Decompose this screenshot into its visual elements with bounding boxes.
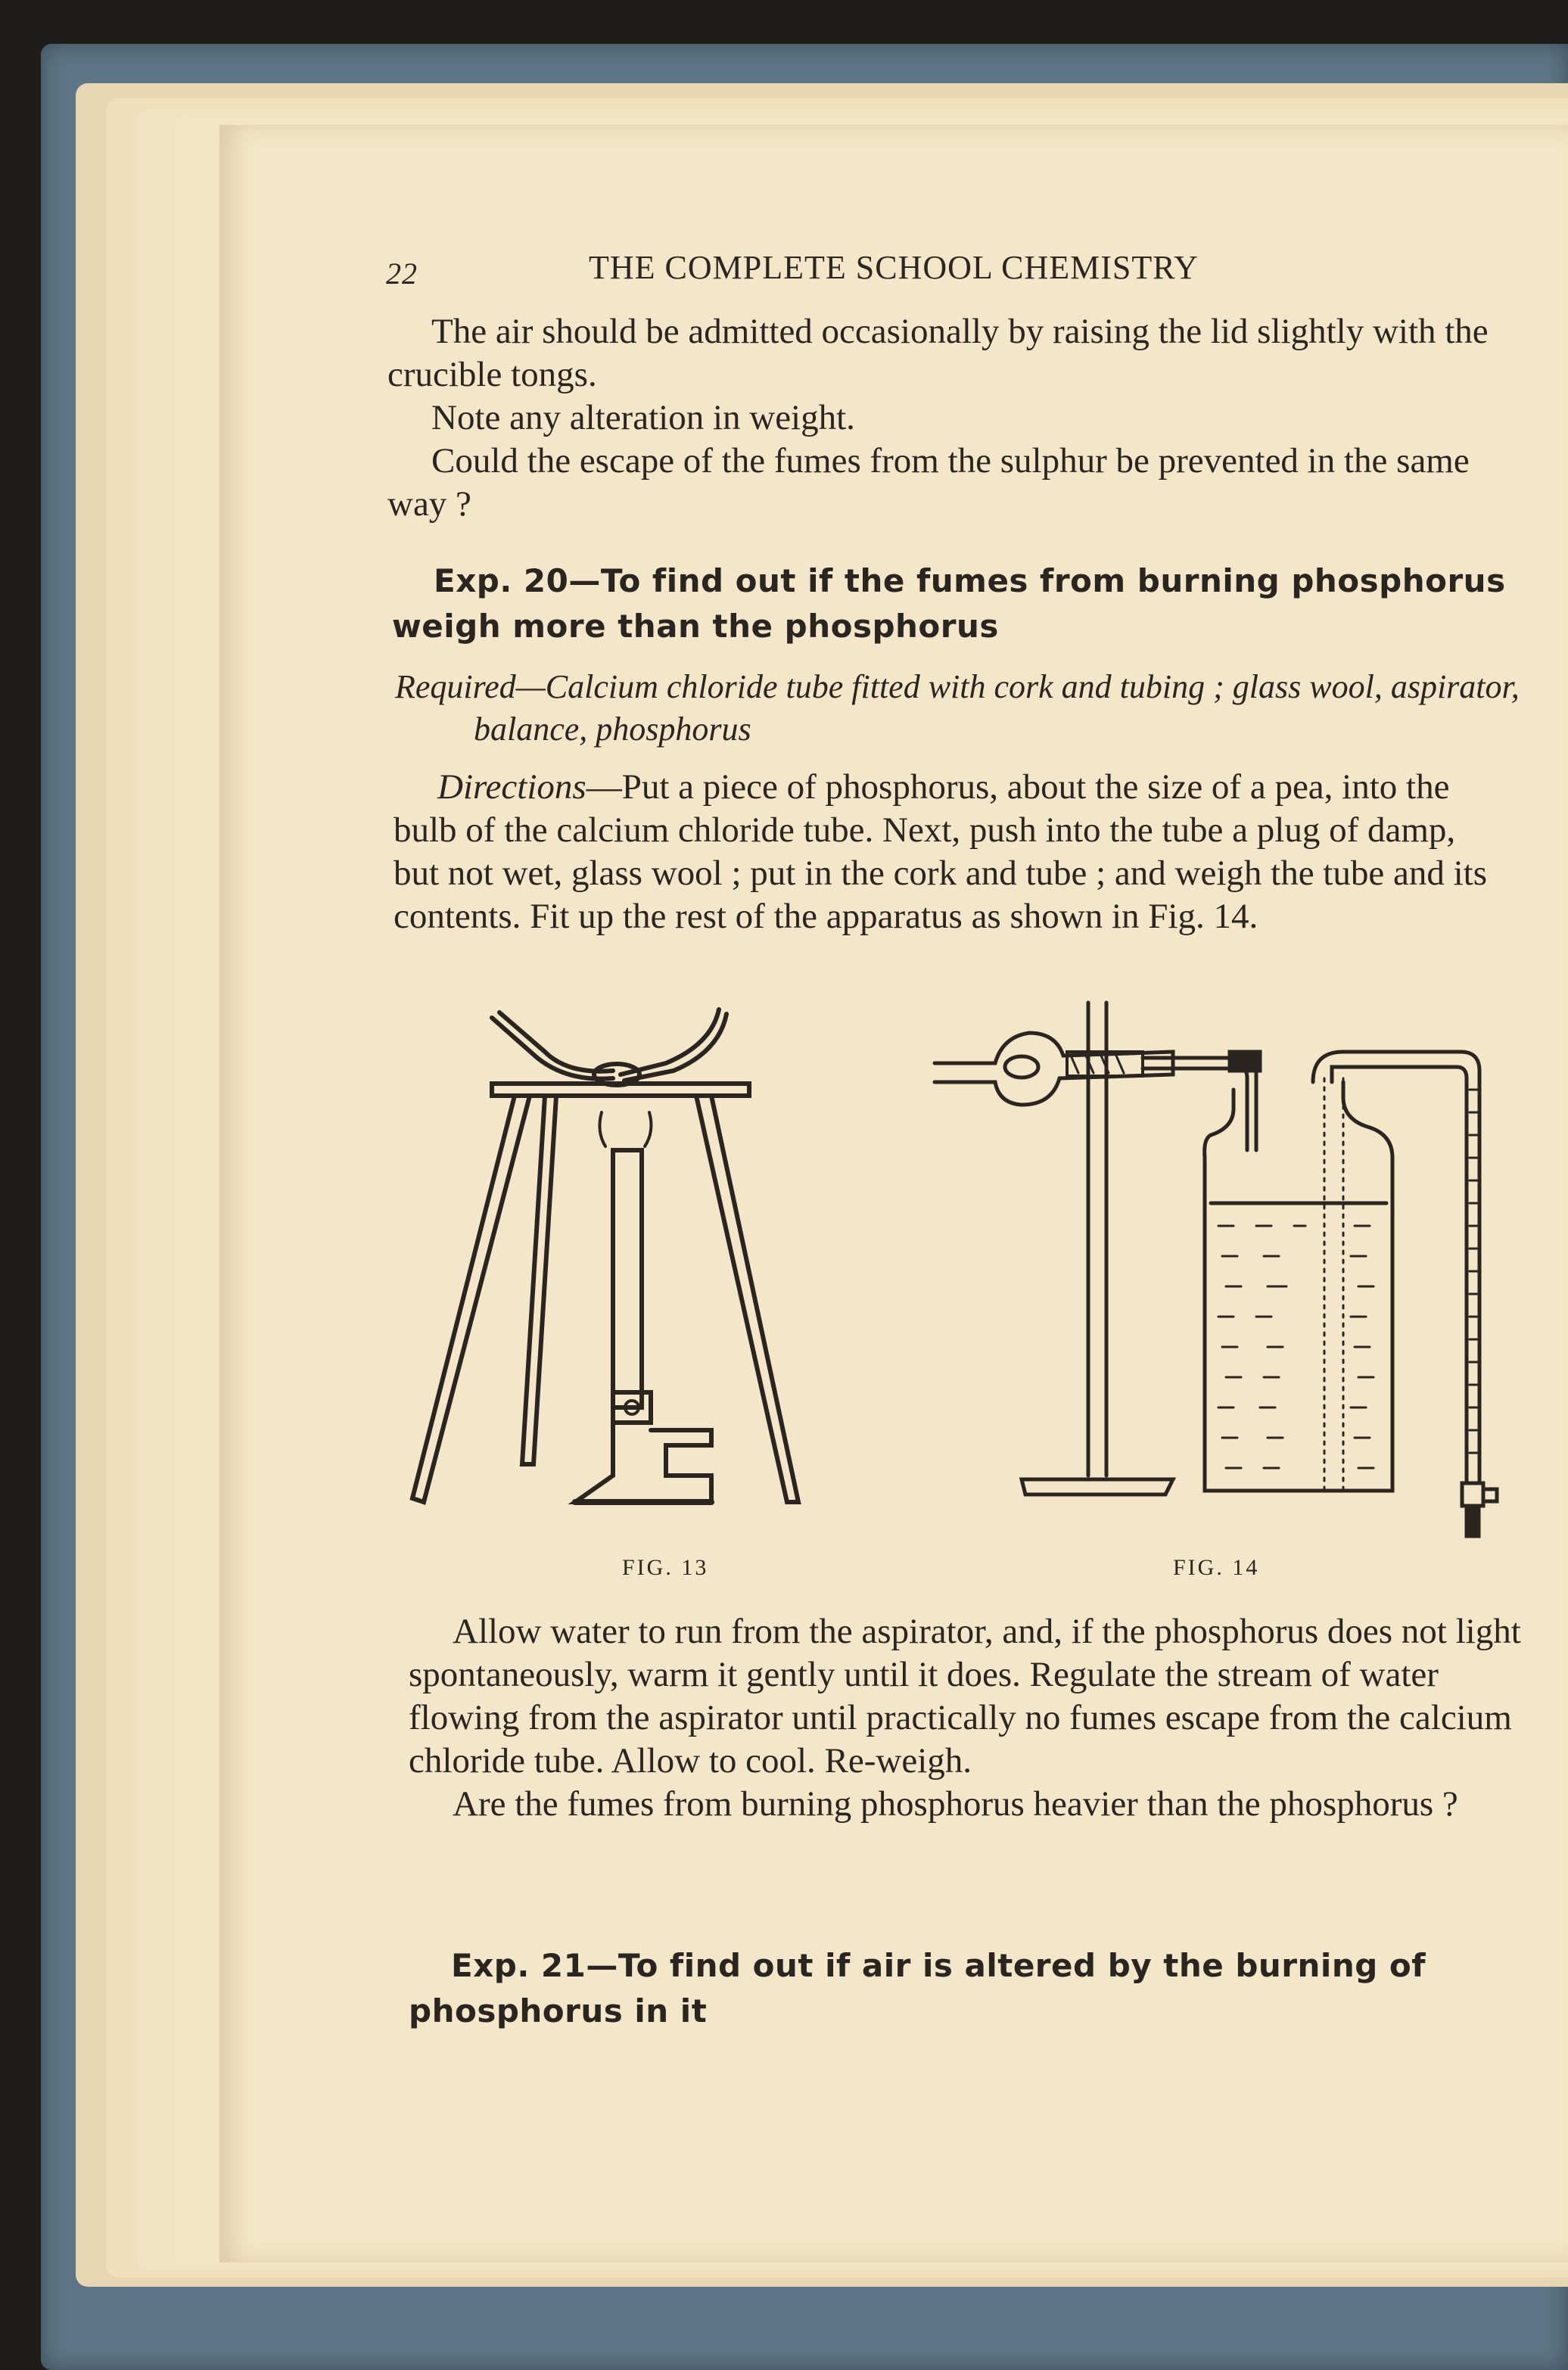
intro-paragraph-3: Could the escape of the fumes from the sulphur be prevented in the same way ? — [387, 441, 1470, 524]
exp20-required — [395, 666, 1568, 751]
after-paragraph-1: Allow water to run from the aspirator, and, if the phosphorus does not light spontaneously, warm it gently until it does. Regulate the stream of water flowing from the aspirator until practically no fumes escape from the calcium chloride tube. Allow to cool. Re-weigh. — [409, 1612, 1521, 1781]
intro-paragraph-2: Note any alteration in weight. — [431, 398, 855, 437]
page-number: 22 — [386, 257, 418, 291]
fig13-tripod-burner-drawing — [394, 999, 832, 1521]
fig14-caption: FIG. 14 — [1173, 1555, 1260, 1580]
directions-label: Directions — [437, 767, 586, 807]
exp21-heading: Exp. 21—To find out if air is altered by the burning of phosphorus in it — [409, 1947, 1426, 2029]
after-paragraph-2: Are the fumes from burning phosphorus heavier than the phosphorus ? — [453, 1784, 1458, 1824]
directions-text: —Put a piece of phosphorus, about the size of a pea, into the bulb of the calcium chloride tube. Next, push into the tube a plug of damp, but not wet, glass wool ; put in the cork and tube ; and weigh the tube and its contents. Fit up the rest of the apparatus as shown in Fig. 14. — [394, 767, 1487, 936]
required-label: Required — [395, 668, 516, 705]
intro-paragraph-1: The air should be admitted occasionally by raising the lid slightly with the crucible tongs. — [387, 312, 1489, 394]
required-text: —Calcium chloride tube fitted with cork and tubing ; glass wool, aspirator, balance, phosphorus — [474, 668, 1520, 748]
exp20-heading: Exp. 20—To find out if the fumes from burning phosphorus weigh more than the phosphorus — [392, 562, 1506, 645]
fig13-caption: FIG. 13 — [622, 1555, 709, 1580]
running-head — [386, 248, 1521, 291]
running-title: THE COMPLETE SCHOOL CHEMISTRY — [589, 249, 1199, 286]
after-figures-block — [409, 1610, 1521, 1826]
intro-block — [387, 310, 1504, 526]
fig14-aspirator-apparatus-drawing — [923, 999, 1529, 1544]
exp20-directions — [394, 766, 1506, 938]
